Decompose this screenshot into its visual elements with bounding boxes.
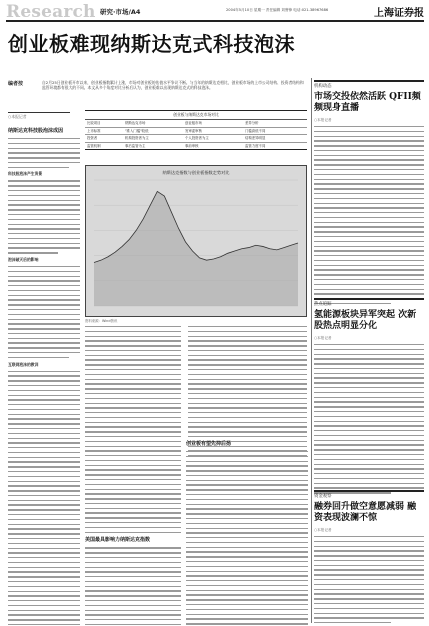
table-cell: 事后监管为主: [125, 143, 146, 148]
header-meta: 2004年5月10日 星期一 责任编辑 刘鲁锋 电话:021-38967686: [226, 8, 329, 12]
chart-title: 纳斯达克指数与创业板指数走势对比: [162, 170, 230, 175]
table-cell: 事前审核: [185, 143, 199, 148]
sidebar-block-1: [314, 80, 424, 308]
table-cell: "准入门槛"较低: [125, 128, 149, 133]
text-block: [314, 126, 424, 304]
brand-name: Research: [6, 2, 96, 22]
left-subhead-1: 纳斯达克科技股泡沫成因: [8, 128, 64, 134]
sidebar-head: 机构动态: [314, 80, 424, 89]
text-block: [85, 547, 181, 626]
column-divider: [311, 78, 312, 623]
text-block: [314, 344, 424, 494]
paper-name: 上海证券报: [374, 8, 424, 19]
chart-series-area: [94, 191, 298, 306]
bottom-subhead: 创业板有望先抑后扬: [186, 441, 232, 447]
sidebar-block-3: [314, 490, 424, 626]
table-cell: 结构差异明显: [245, 136, 266, 141]
masthead: [6, 2, 424, 22]
text-block: [8, 180, 80, 253]
table-title: 创业板与纳斯达克市场对比: [85, 111, 307, 120]
author-tag: ○本报记者: [8, 112, 70, 120]
table-row: [85, 143, 307, 150]
index-chart: [85, 165, 307, 317]
sidebar-head: 资金观察: [314, 490, 424, 499]
editor-note-tag: 编者按: [8, 81, 24, 87]
sidebar-title: 市场交投依然活跃 QFII频频现身直播: [314, 92, 421, 113]
table-cell: 发审委审核: [185, 128, 202, 133]
text-block: [85, 326, 181, 533]
text-block: [314, 536, 424, 623]
text-block: [8, 266, 80, 358]
sidebar-block-2: [314, 298, 424, 497]
sidebar-byline: ○本报记者: [314, 118, 332, 122]
mid-column: [85, 326, 181, 626]
bottom-section: [186, 437, 308, 626]
text-block: [8, 371, 80, 626]
table-cell: 监管机制: [87, 143, 101, 148]
table-cell: 机构投资者为主: [125, 136, 149, 141]
comparison-table: [85, 110, 307, 150]
table-cell: 差异分析: [245, 121, 259, 125]
table-row: [85, 120, 307, 128]
page-title: 创业板难现纳斯达克式科技泡沫: [8, 32, 295, 56]
table-cell: 创业板市场: [185, 121, 202, 125]
text-block: [8, 138, 80, 168]
table-cell: 投资者: [87, 136, 98, 141]
sidebar-title: 氢能源板块异军突起 次新股热点明显分化: [314, 310, 417, 331]
sidebar-head: 热点追踪: [314, 298, 424, 307]
left-small-sub-3: 互联网泡沫的教训: [8, 361, 39, 367]
sidebar-title: 融券回升做空意愿减弱 融资表现波澜不惊: [314, 502, 417, 523]
table-row: [85, 135, 307, 143]
table-cell: 监管力度不同: [245, 143, 266, 148]
sidebar-byline: ○本报记者: [314, 528, 332, 532]
table-cell: 个人投资者为主: [185, 136, 209, 141]
left-small-sub-2: 泡沫破灭后的影响: [8, 256, 39, 262]
section-label: 研究·市场/A4: [100, 8, 141, 16]
editor-note-text: 自2月25日创业板开市以来，创业板指数累计上涨，市场对创业板的估值水平争议不断。与当年的纳斯达克相比，创业板市场的上市公司结构、投资者结构和监管环境都有很大的不同。本文从多个角度对比分析后认为，创业板难以出现纳斯达克式的科技泡沫。: [42, 80, 304, 91]
mid-subhead: 美国最具影响力纳斯达克指数: [85, 537, 151, 544]
table-cell: 比较项目: [87, 121, 101, 125]
editor-note: [8, 80, 308, 100]
table-cell: 门槛高低不同: [245, 128, 266, 133]
left-column: [8, 124, 80, 626]
table-row: [85, 128, 307, 136]
table-cell: 上市标准: [87, 128, 101, 133]
table-cell: 纳斯达克市场: [125, 121, 146, 125]
chart-canvas: [86, 166, 306, 316]
chart-caption: 资料来源：Wind资讯: [85, 319, 118, 323]
text-block: [186, 451, 308, 626]
left-small-sub-1: 科技股泡沫产生背景: [8, 171, 43, 177]
sidebar-byline: ○本报记者: [314, 336, 332, 340]
